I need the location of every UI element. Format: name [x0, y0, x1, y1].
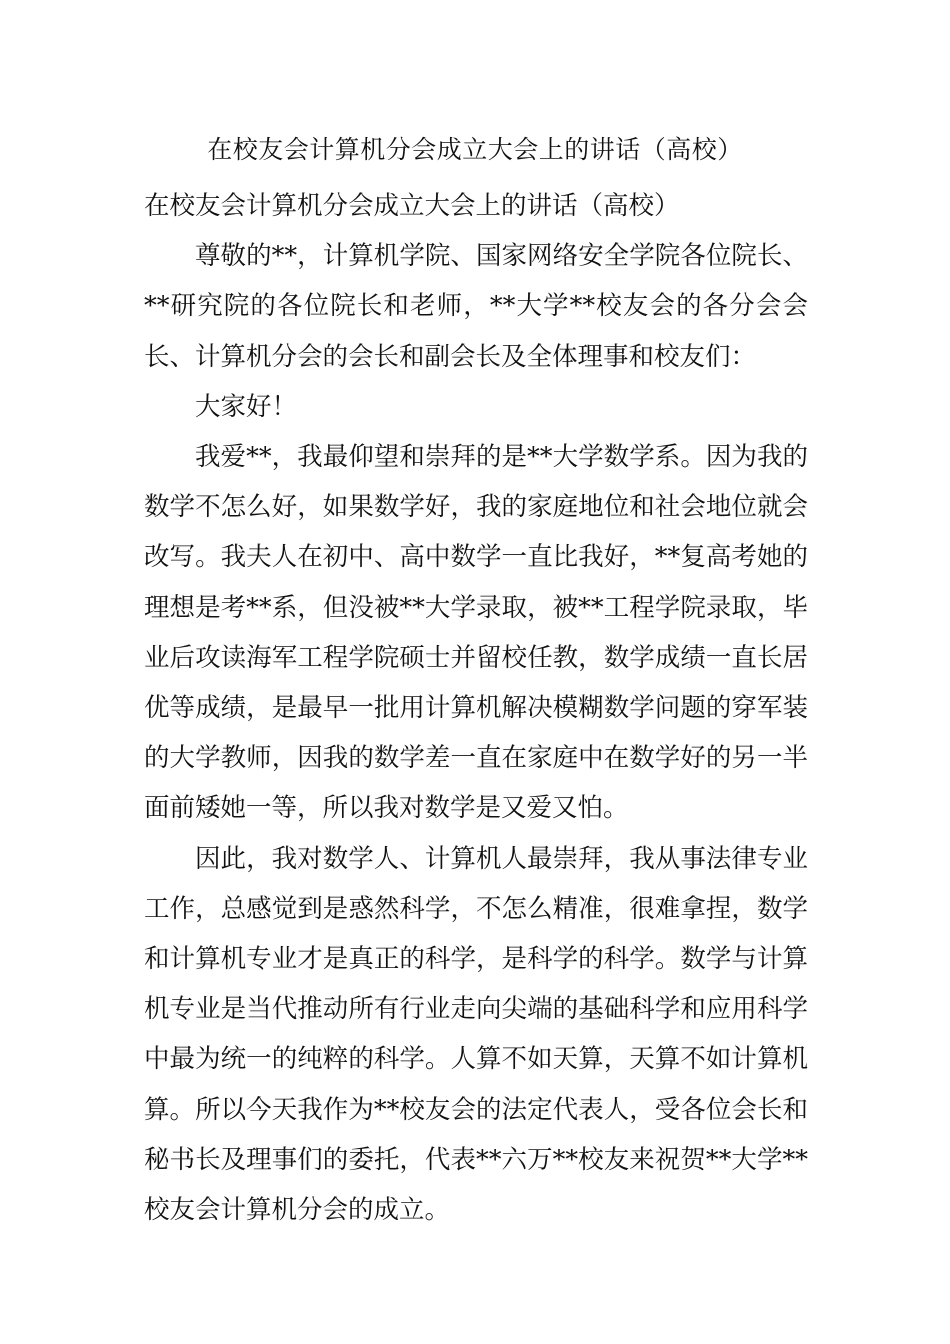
paragraph-computer-science: 因此，我对数学人、计算机人最崇拜，我从事法律专业工作，总感觉到是惑然科学，不怎么精准，很难拿捏，数学和计算机专业才是真正的科学，是科学的科学。数学与计算机专业是当代推动所有行业走向尖端的基础科学和应用科学中最为统一的纯粹的科学。人算不如天算，天算不如计算机算。所以今天我作为**校友会的法定代表人，受各位会长和秘书长及理事们的委托，代表**六万**校友来祝贺**大学**校友会计算机分会的成立。	[144, 843, 808, 1226]
paragraph-greeting: 大家好！	[195, 391, 298, 422]
document-subtitle: 在校友会计算机分会成立大会上的讲话（高校）	[144, 191, 680, 221]
paragraph-salutation: 尊敬的**，计算机学院、国家网络安全学院各位院长、**研究院的各位院长和老师，**大学**校友会的各分会会长、计算机分会的会长和副会长及全体理事和校友们：	[144, 241, 808, 372]
document-body	[144, 181, 808, 1235]
paragraph-math: 我爱**，我最仰望和崇拜的是**大学数学系。因为我的数学不怎么好，如果数学好，我的家庭地位和社会地位就会改写。我夫人在初中、高中数学一直比我好，**复高考她的理想是考**系，但没被**大学录取，被**工程学院录取，毕业后攻读海军工程学院硕士并留校任教，数学成绩一直长居优等成绩，是最早一批用计算机解决模糊数学问题的穿军装的大学教师，因我的数学差一直在家庭中在数学好的另一半面前矮她一等，所以我对数学是又爱又怕。	[144, 442, 808, 824]
document-title: 在校友会计算机分会成立大会上的讲话（高校）	[207, 135, 743, 164]
